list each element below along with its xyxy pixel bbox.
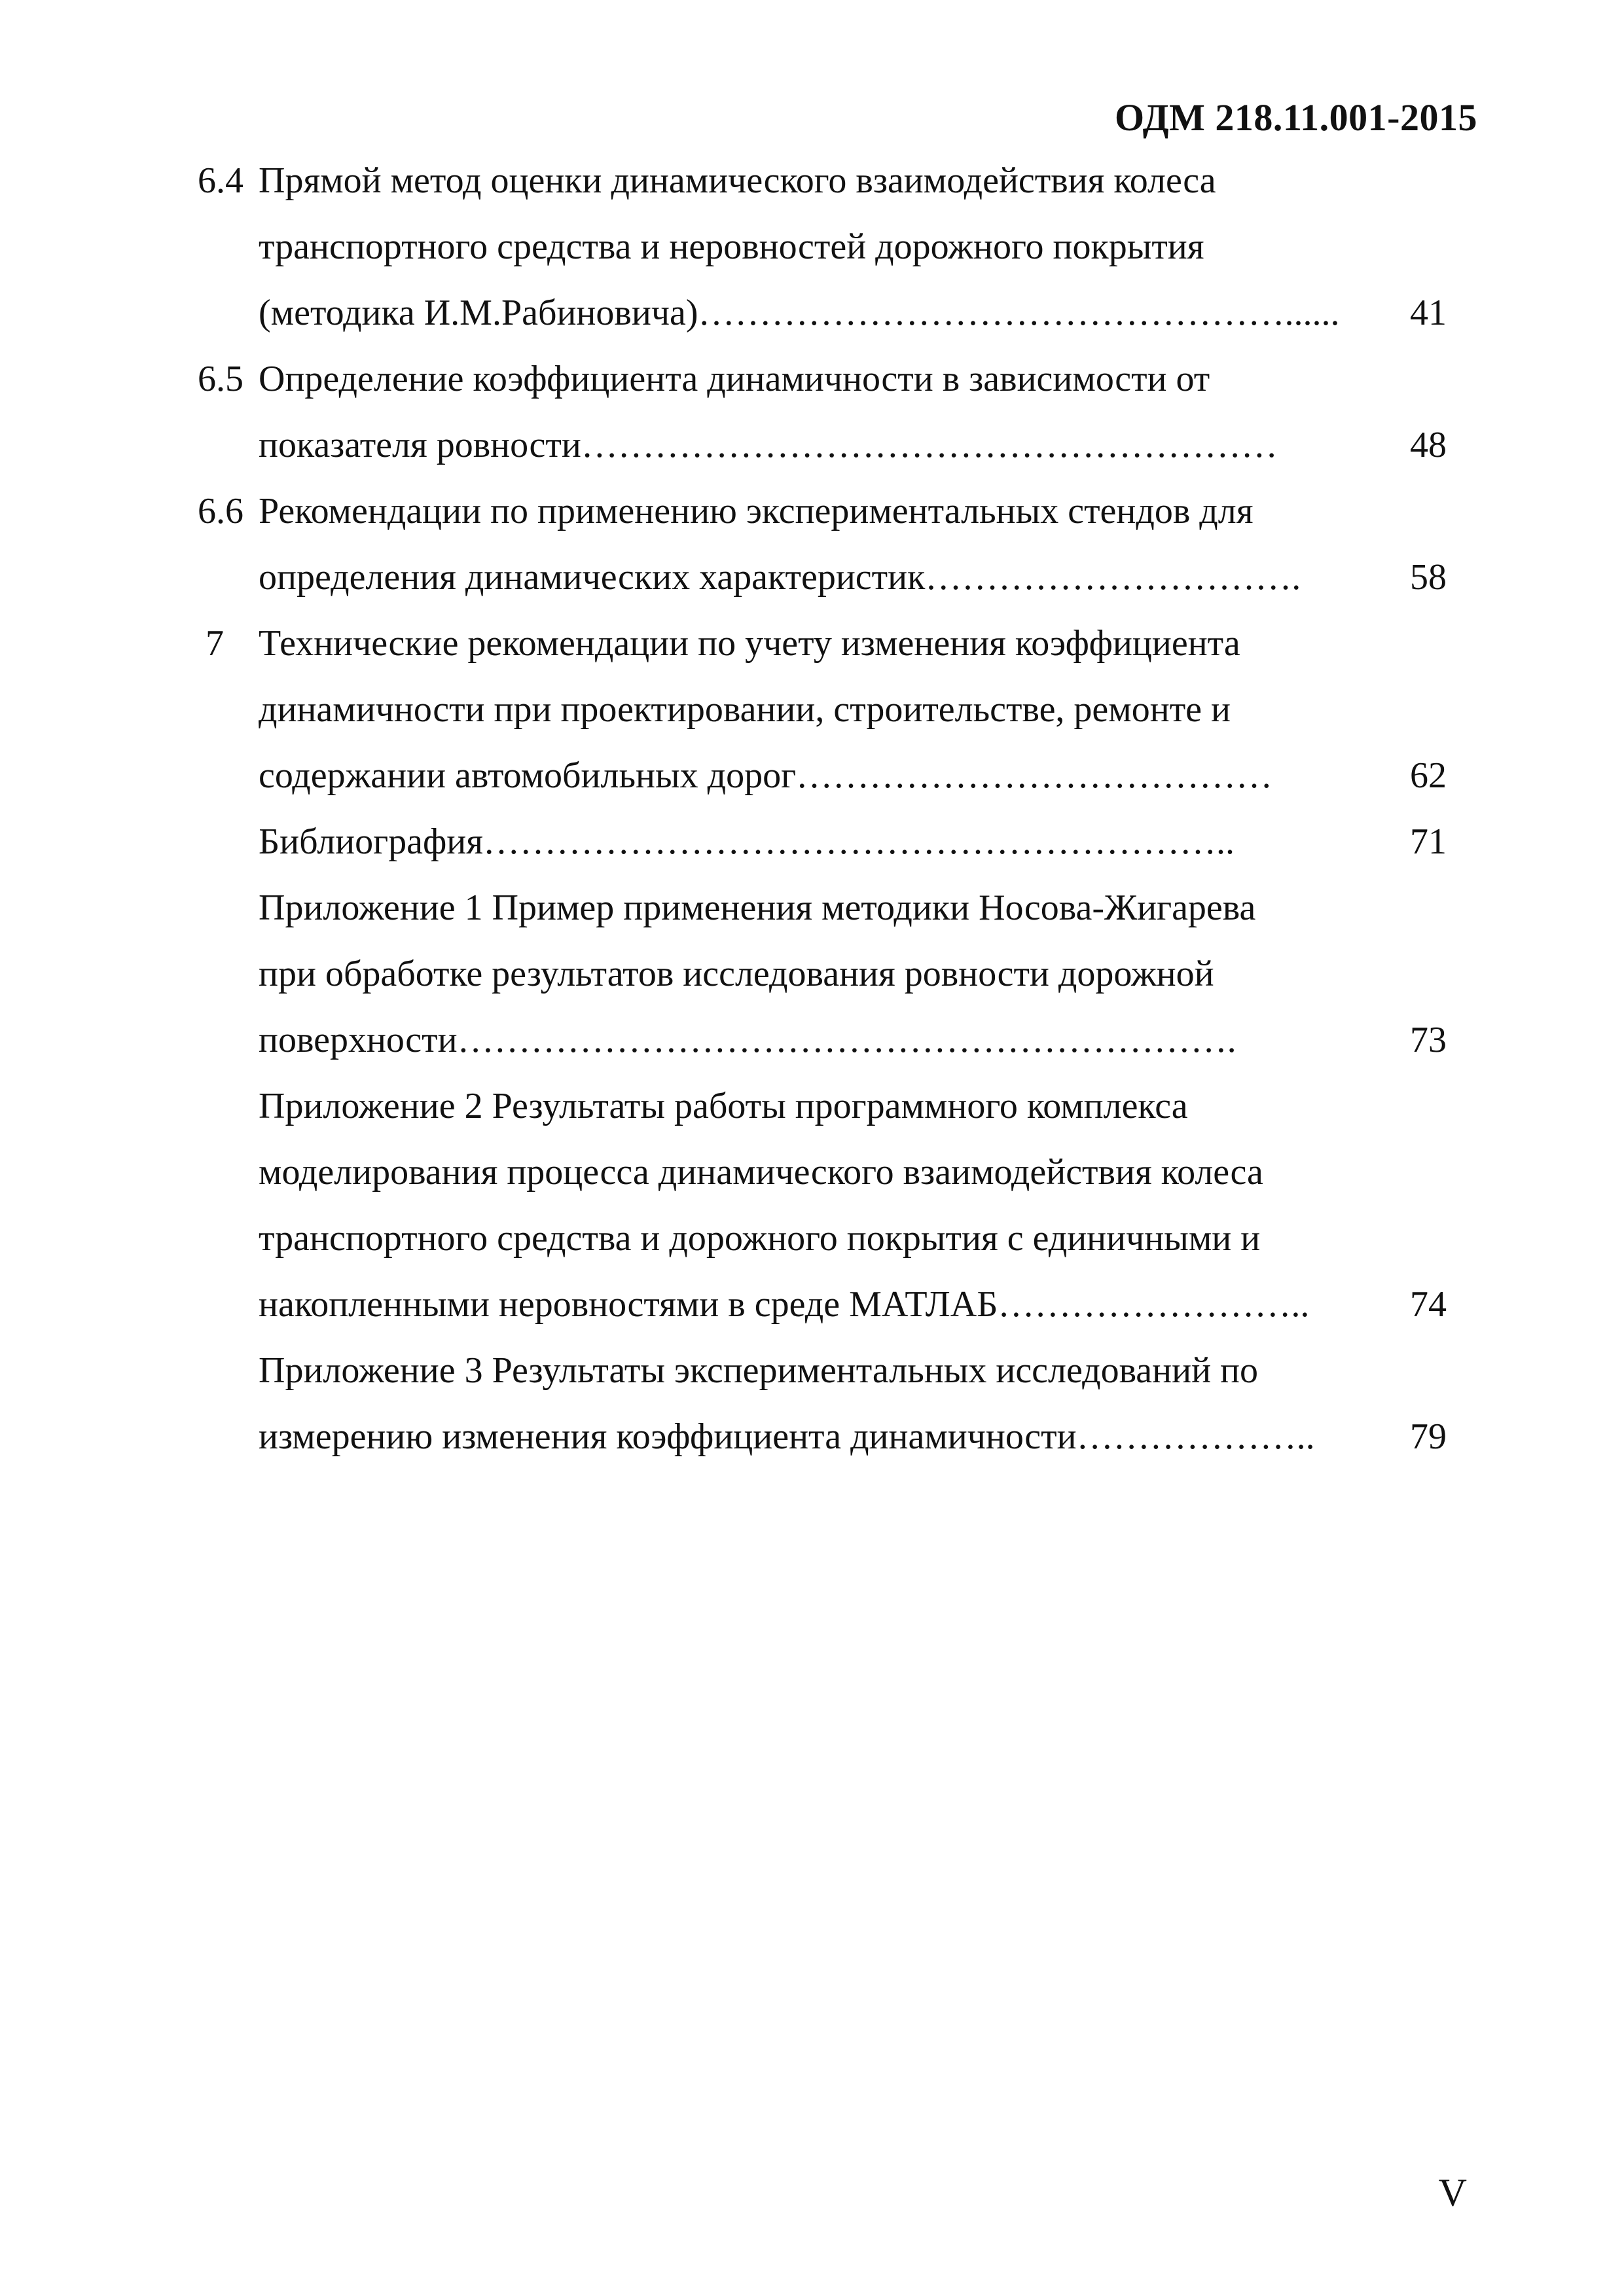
toc-entry[interactable] bbox=[0, 346, 1624, 478]
toc-entry-page: 73 bbox=[1410, 1020, 1447, 1060]
toc-entry-title-line: Технические рекомендации по учету изменения коэффициента bbox=[259, 623, 1240, 664]
toc-line bbox=[0, 148, 1624, 214]
toc-line bbox=[0, 743, 1624, 809]
toc-entry-title-line: при обработке результатов исследования ровности дорожной bbox=[259, 954, 1214, 994]
toc-entry-title-line: транспортного средства и дорожного покрытия с единичными и bbox=[259, 1218, 1261, 1259]
toc-entry[interactable] bbox=[0, 809, 1624, 875]
document-code: ОДМ 218.11.001-2015 bbox=[1115, 96, 1477, 139]
toc-entry-number: 6.4 bbox=[198, 160, 244, 201]
toc-line bbox=[0, 412, 1624, 478]
toc-entry[interactable] bbox=[0, 148, 1624, 346]
toc-line bbox=[0, 1073, 1624, 1139]
toc-line bbox=[0, 1007, 1624, 1073]
toc-entry-leader-line: содержании автомобильных дорог………………………………… bbox=[259, 755, 1273, 796]
toc-line bbox=[0, 1338, 1624, 1404]
toc-entry[interactable] bbox=[0, 1338, 1624, 1470]
toc-entry-page: 62 bbox=[1410, 755, 1447, 796]
toc-entry-title-line: Рекомендации по применению экспериментальных стендов для bbox=[259, 491, 1254, 531]
toc-entry-title-line: Приложение 1 Пример применения методики Носова-Жигарева bbox=[259, 888, 1256, 928]
toc-line bbox=[0, 280, 1624, 346]
toc-entry-leader-line: определения динамических характеристик…………………………. bbox=[259, 557, 1301, 598]
toc-line bbox=[0, 346, 1624, 412]
toc-entry[interactable] bbox=[0, 611, 1624, 809]
toc-entry-leader-line: показателя ровности………………………………………………… bbox=[259, 425, 1278, 465]
toc-entry-page: 58 bbox=[1410, 557, 1447, 598]
toc-entry-number: 7 bbox=[206, 623, 224, 664]
toc-line bbox=[0, 1139, 1624, 1206]
toc-line bbox=[0, 809, 1624, 875]
toc-entry-leader-line: (методика И.М.Рабиновича)…………………………………………...... bbox=[259, 293, 1340, 333]
toc-entry-page: 41 bbox=[1410, 293, 1447, 333]
toc-line bbox=[0, 941, 1624, 1007]
toc-entry-leader-line: поверхности………………………………………………………. bbox=[259, 1020, 1236, 1060]
toc-line bbox=[0, 214, 1624, 280]
toc-line bbox=[0, 611, 1624, 677]
toc-entry-title-line: Приложение 2 Результаты работы программного комплекса bbox=[259, 1086, 1188, 1126]
toc-line bbox=[0, 875, 1624, 941]
toc-entry-title-line: Определение коэффициента динамичности в зависимости от bbox=[259, 359, 1210, 399]
toc-entry-page: 79 bbox=[1410, 1416, 1447, 1457]
toc-line bbox=[0, 545, 1624, 611]
toc-entry-title-line: моделирования процесса динамического взаимодействия колеса bbox=[259, 1152, 1263, 1193]
toc-entry-page: 48 bbox=[1410, 425, 1447, 465]
toc-entry-title-line: Прямой метод оценки динамического взаимодействия колеса bbox=[259, 160, 1216, 201]
toc-entry-page: 71 bbox=[1410, 821, 1447, 862]
toc-entry-leader-line: Библиография…………………………………………………….. bbox=[259, 821, 1235, 862]
toc-entry-number: 6.6 bbox=[198, 491, 244, 531]
toc-entry[interactable] bbox=[0, 478, 1624, 611]
toc-entry[interactable] bbox=[0, 1073, 1624, 1338]
toc-entry[interactable] bbox=[0, 875, 1624, 1073]
toc-line bbox=[0, 677, 1624, 743]
toc-entry-title-line: Приложение 3 Результаты экспериментальных исследований по bbox=[259, 1350, 1259, 1391]
toc-entry-leader-line: измерению изменения коэффициента динамичности……………….. bbox=[259, 1416, 1315, 1457]
toc-line bbox=[0, 1206, 1624, 1272]
toc-entry-number: 6.5 bbox=[198, 359, 244, 399]
page-number: V bbox=[1438, 2171, 1467, 2214]
toc-entry-title-line: динамичности при проектировании, строительстве, ремонте и bbox=[259, 689, 1231, 730]
toc-line bbox=[0, 1272, 1624, 1338]
toc-entry-title-line: транспортного средства и неровностей дорожного покрытия bbox=[259, 226, 1204, 267]
toc-line bbox=[0, 478, 1624, 545]
table-of-contents bbox=[0, 148, 1624, 1470]
toc-line bbox=[0, 1404, 1624, 1470]
toc-entry-leader-line: накопленными неровностями в среде МАТЛАБ…………………….. bbox=[259, 1284, 1310, 1325]
toc-entry-page: 74 bbox=[1410, 1284, 1447, 1325]
